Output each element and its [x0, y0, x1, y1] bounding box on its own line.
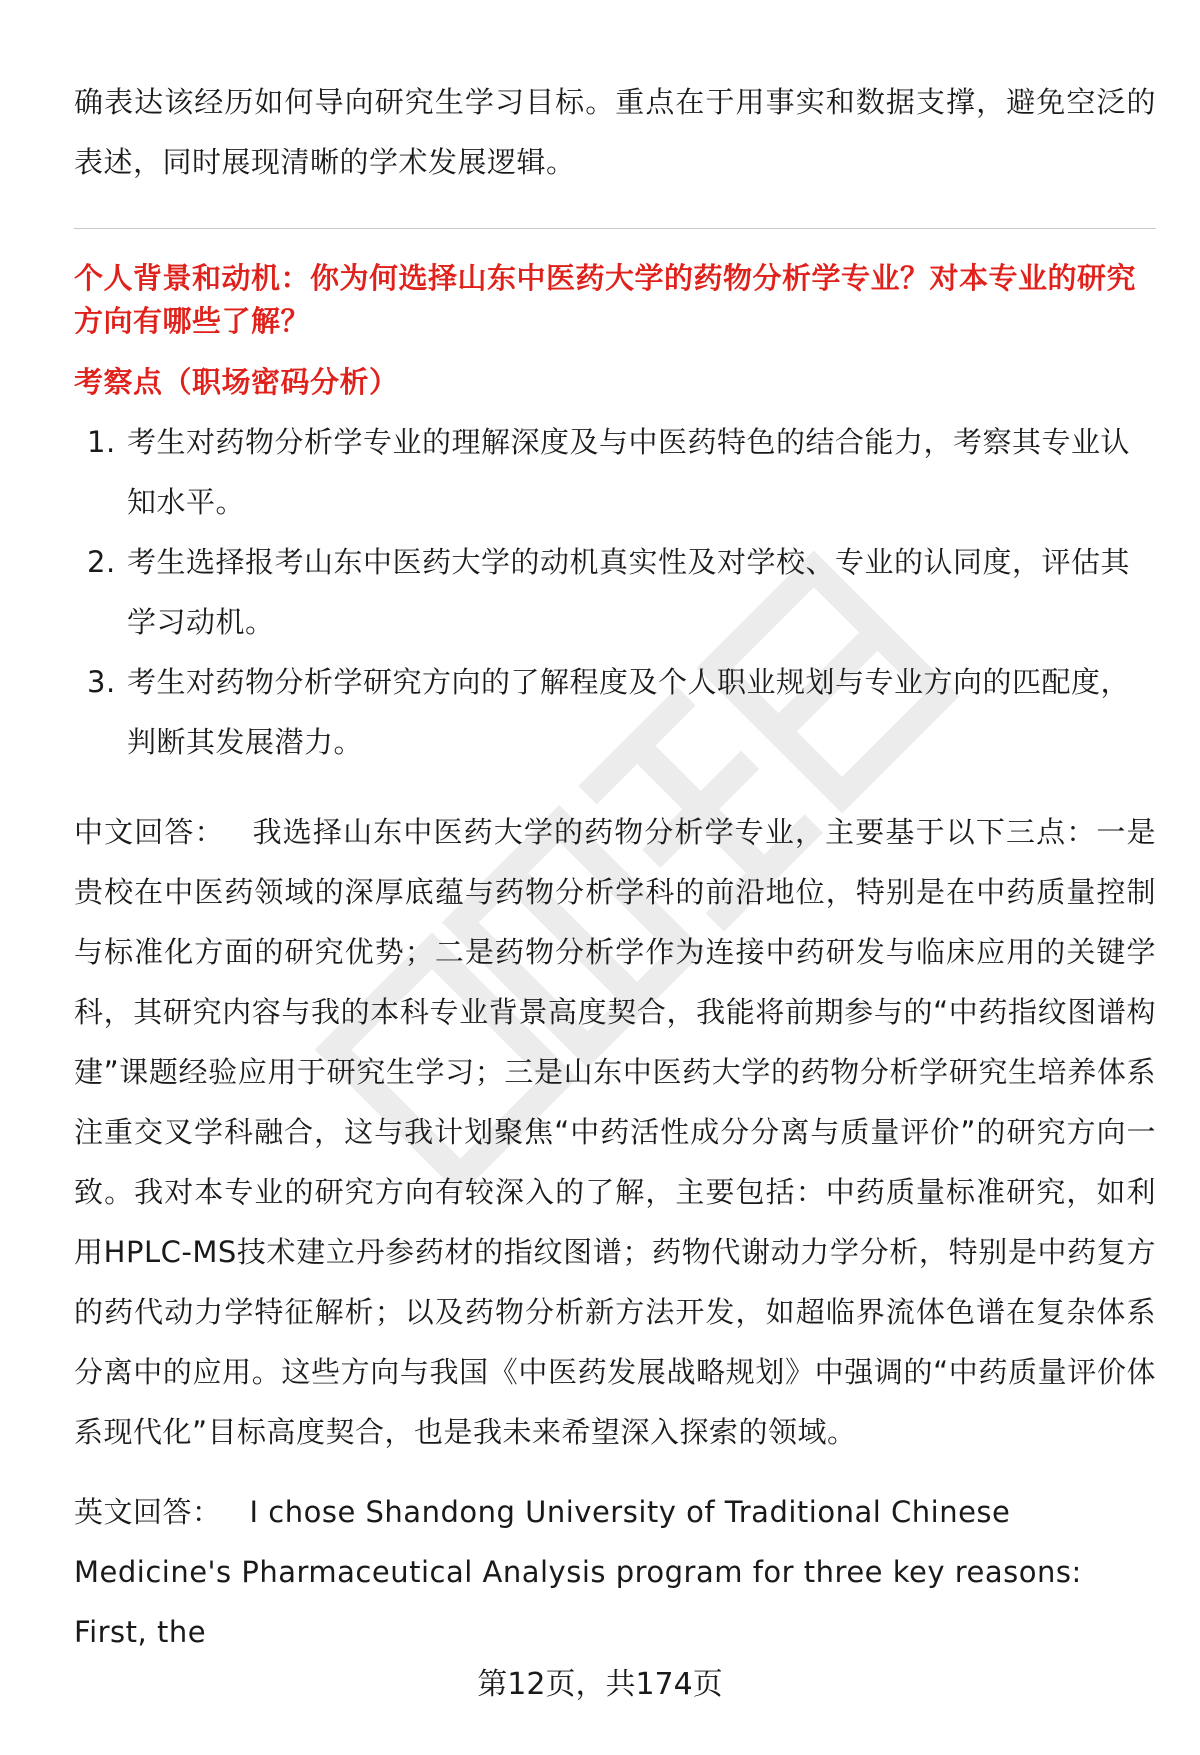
- assessment-points-list: [74, 412, 1156, 772]
- english-answer-label: 英文回答：: [74, 1495, 222, 1529]
- english-answer-text: I chose Shandong University of Traditional Chinese Medicine's Pharmaceutical Analysis program for three key reasons: First, the: [74, 1495, 1082, 1649]
- list-item-number: 2.: [87, 545, 116, 579]
- chinese-answer-text: 我选择山东中医药大学的药物分析学专业，主要基于以下三点：一是贵校在中医药领域的深厚底蕴与药物分析学科的前沿地位，特别是在中药质量控制与标准化方面的研究优势；二是药物分析学作为连接中药研发与临床应用的关键学科，其研究内容与我的本科专业背景高度契合，我能将前期参与的“中药指纹图谱构建”课题经验应用于研究生学习；三是山东中医药大学的药物分析学研究生培养体系注重交叉学科融合，这与我计划聚焦“中药活性成分分离与质量评价”的研究方向一致。我对本专业的研究方向有较深入的了解，主要包括：中药质量标准研究，如利用HPLC-MS技术建立丹参药材的指纹图谱；药物代谢动力学分析，特别是中药复方的药代动力学特征解析；以及药物分析新方法开发，如超临界流体色谱在复杂体系分离中的应用。这些方向与我国《中医药发展战略规划》中强调的“中药质量评价体系现代化”目标高度契合，也是我未来希望深入探索的领域。: [74, 815, 1156, 1449]
- list-item: [74, 532, 1156, 652]
- list-item: [74, 652, 1156, 772]
- list-item-text: 考生对药物分析学专业的理解深度及与中医药特色的结合能力，考察其专业认知水平。: [127, 425, 1131, 519]
- list-item: [74, 412, 1156, 532]
- page-number-footer: 第12页，共174页: [477, 1667, 723, 1702]
- list-item-number: 1.: [87, 425, 116, 459]
- list-item-text: 考生对药物分析学研究方向的了解程度及个人职业规划与专业方向的匹配度，判断其发展潜力。: [127, 665, 1131, 759]
- assessment-points-heading: 考察点（职场密码分析）: [74, 365, 399, 399]
- list-item-text: 考生选择报考山东中医药大学的动机真实性及对学校、专业的认同度，评估其学习动机。: [127, 545, 1131, 639]
- chinese-answer-label: 中文回答：: [74, 815, 225, 849]
- question-heading: 个人背景和动机：你为何选择山东中医药大学的药物分析学专业？对本专业的研究方向有哪些了解？: [74, 261, 1137, 338]
- intro-paragraph: 确表达该经历如何导向研究生学习目标。重点在于用事实和数据支撑，避免空泛的表述，同时展现清晰的学术发展逻辑。: [74, 85, 1156, 179]
- main-content: [74, 72, 1156, 1662]
- chinese-answer: [74, 802, 1156, 1462]
- english-answer: [74, 1482, 1156, 1662]
- list-item-number: 3.: [87, 665, 116, 699]
- section-divider: [74, 228, 1156, 229]
